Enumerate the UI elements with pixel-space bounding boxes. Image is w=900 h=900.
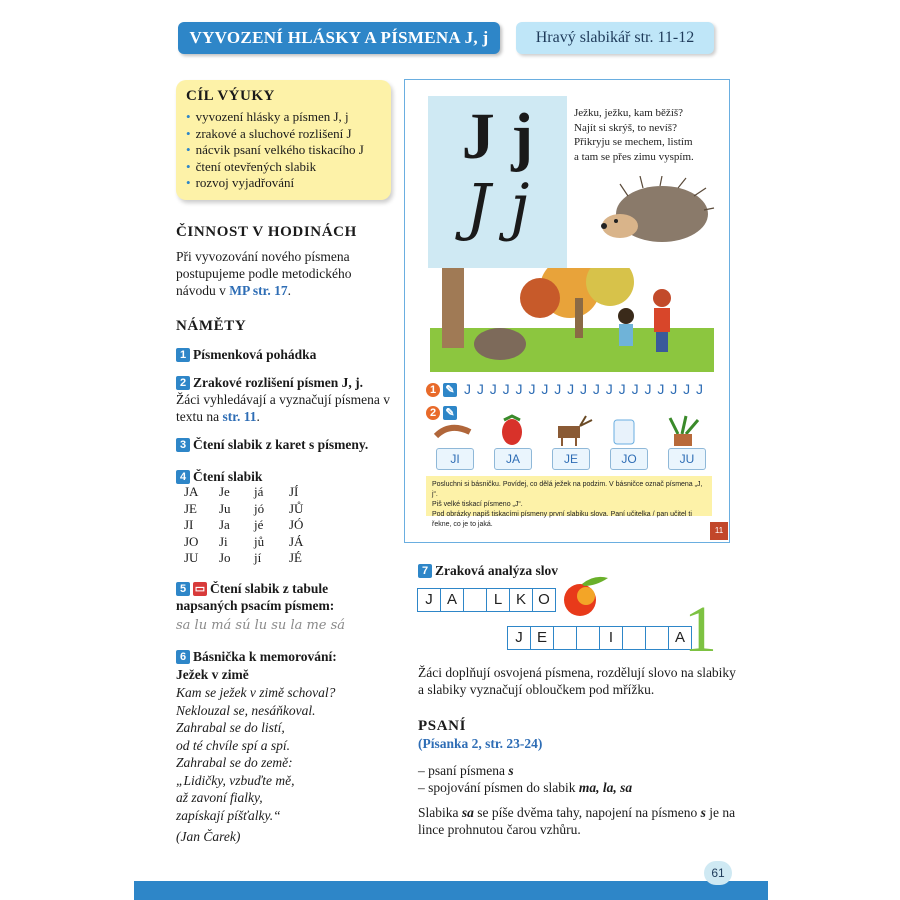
idea-1-label: Písmenková pohádka [193, 347, 317, 362]
goals-list [176, 109, 391, 192]
table-row: JO Ji jů JÁ [184, 533, 304, 549]
writing-item-2: – spojování písmen do slabik ma, la, sa [418, 780, 633, 795]
goal-item: • vyvození hlásky a písmen J, j [186, 109, 391, 126]
idea-4-label: Čtení slabik [193, 469, 263, 484]
idea-2-label: Zrakové rozlišení písmen J, j. [193, 375, 363, 390]
digit-one-decoration: 1 [684, 593, 717, 666]
idea-3 [176, 436, 368, 453]
grid-cell [463, 588, 487, 612]
number-badge: 5 [176, 582, 190, 596]
analysis-text: Žáci doplňují osvojená písmena, rozdělují slovo na slabiky a slabiky vyznačují obloučkem pod mřížku. [418, 665, 736, 697]
syllable-table [184, 484, 324, 567]
exercise-row-1 [426, 381, 704, 399]
number-badge: 7 [418, 564, 432, 578]
poem-line: od té chvíle spí a spí. [176, 737, 290, 753]
autumn-scene-illustration [430, 268, 714, 372]
idea-5-label: Čtení slabik z tabule napsaných psacím písmem: [176, 581, 335, 613]
writing-heading: PSANÍ [418, 718, 467, 734]
grid-cell [645, 626, 669, 650]
analysis-heading [418, 562, 558, 579]
page-link[interactable]: str. 11 [222, 409, 257, 424]
print-letters: J j [461, 100, 534, 173]
letter-card [428, 96, 567, 268]
riddle-line: a tam se přes zimu vyspím. [574, 150, 694, 163]
grid-cell [576, 626, 600, 650]
number-badge: 1 [426, 383, 440, 397]
syllable-box: JO [610, 448, 648, 470]
grid-cell [622, 626, 646, 650]
syllable-box: JA [494, 448, 532, 470]
writing-reference[interactable]: (Písanka 2, str. 23-24) [418, 736, 543, 751]
table-row: JE Ju jó JŮ [184, 500, 304, 516]
idea-2 [176, 374, 391, 425]
riddle-line: Najít si skrýš, to nevíš? [574, 121, 677, 134]
grid-cell: O [532, 588, 556, 612]
idea-1 [176, 346, 316, 363]
poem-line: zapískají píšťalky.“ [176, 807, 281, 823]
instruction-line: Piš velké tiskací písmeno „J“. [432, 501, 523, 508]
instruction-box [426, 476, 712, 528]
cursive-syllables: sa lu má sú lu su la me sá [176, 618, 346, 633]
table-row: JU Jo jí JÉ [184, 550, 302, 565]
grid-cell: J [417, 588, 441, 612]
poem-author: (Jan Čarek) [176, 829, 241, 844]
pencil-icon: ✎ [443, 406, 457, 420]
poem-line: Kam se ježek v zimě schoval? [176, 685, 336, 700]
poem-line: „Lidičky, vzbuďte mě, [176, 772, 295, 788]
goals-heading: CÍL VÝUKY [186, 88, 275, 104]
page-number: 61 [704, 861, 732, 885]
grid-cell: A [440, 588, 464, 612]
number-badge: 2 [176, 376, 190, 390]
riddle-line: Ježku, ježku, kam běžíš? [574, 107, 684, 119]
instruction-line: Pod obrázky napiš tiskacími písmeny první slabiku slova. Paní učitelka / pan učitel ti řekne, co je to jaká. [432, 511, 692, 528]
syllable-box: JU [668, 448, 706, 470]
instruction-line: Posluchni si básničku. Povídej, co dělá ježek na podzim. V básničce označ písmena „J, j“. [432, 481, 703, 498]
grid-cell: K [509, 588, 533, 612]
goal-item: • čtení otevřených slabik [186, 159, 391, 176]
idea-5 [176, 580, 391, 614]
grid-cell [553, 626, 577, 650]
book-page-number: 11 [710, 522, 728, 540]
number-badge: 6 [176, 650, 190, 664]
word-grid-1 [418, 588, 556, 612]
poem-line: Zahrabal se do listí, [176, 720, 285, 735]
poem-line: až zavoní fialky, [176, 790, 263, 805]
riddle-line: Přikryju se mechem, listím [574, 136, 693, 148]
ideas-heading: NÁMĚTY [176, 318, 247, 334]
poem-line: Neklouzal se, nesáňkoval. [176, 702, 316, 718]
script-letters: J j [465, 170, 530, 243]
idea-2-end: . [256, 409, 260, 424]
pencil-icon: ✎ [443, 383, 457, 397]
goal-item: • nácvik psaní velkého tiskacího J [186, 142, 391, 159]
goal-item: • zrakové a sluchové rozlišení J [186, 126, 391, 143]
writing-note: Slabika sa se píše dvěma tahy, napojení na písmeno s je na lince prohnutou čarou vzhůru. [418, 805, 736, 837]
idea-6 [176, 648, 337, 665]
poem-title: Ježek v zimě [176, 667, 249, 682]
grid-cell: J [507, 626, 531, 650]
yogurt-icon [614, 420, 634, 444]
activity-text-body: Při vyvozování nového písmena postupujeme podle metodického návodu v [176, 249, 352, 298]
deer-icon [558, 426, 580, 438]
writing-item-1: – psaní písmena s [418, 763, 514, 778]
number-badge: 1 [176, 348, 190, 362]
sausage-icon [436, 428, 470, 436]
strawberry-icon [502, 419, 522, 445]
activity-text-end: . [287, 283, 291, 298]
goal-item: • rozvoj vyjadřování [186, 175, 391, 192]
activity-heading: ČINNOST V HODINÁCH [176, 224, 357, 240]
idea-4 [176, 468, 262, 485]
grid-cell: A [668, 626, 692, 650]
textbook-reference: Hravý slabikář str. 11-12 [516, 22, 714, 54]
page-title: VYVOZENÍ HLÁSKY A PÍSMENA J, j [178, 22, 500, 54]
letter-row: J J J J J J J J J J J J J J J J J J J [464, 381, 705, 397]
grid-cell: E [530, 626, 554, 650]
syllable-box: JI [436, 448, 474, 470]
footer-bar [134, 881, 768, 900]
methodology-link[interactable]: MP str. 17 [229, 283, 288, 298]
number-badge: 2 [426, 406, 440, 420]
blackboard-icon: ▭ [194, 583, 206, 595]
idea-3-label: Čtení slabik z karet s písmeny. [193, 437, 369, 452]
number-badge: 4 [176, 470, 190, 484]
hedgehog-illustration [598, 176, 716, 248]
plant-icon [670, 416, 698, 434]
poem-line: Zahrabal se do země: [176, 755, 293, 770]
exercise-pictures [430, 414, 710, 448]
grid-cell: I [599, 626, 623, 650]
apple-icon [556, 572, 612, 618]
syllable-boxes [436, 448, 706, 470]
riddle [574, 106, 694, 164]
syllable-box: JE [552, 448, 590, 470]
grid-cell: L [486, 588, 510, 612]
word-grid-2 [508, 626, 692, 650]
table-row: JI Ja jé JÓ [184, 517, 304, 532]
analysis-heading-label: Zraková analýza slov [435, 563, 559, 578]
activity-text [176, 248, 376, 299]
number-badge: 3 [176, 438, 190, 452]
idea-6-label: Básnička k memorování: [193, 649, 337, 664]
poem [176, 684, 335, 846]
idea-2-text: Žáci vyhledávají a vyznačují písmena v textu na [176, 392, 391, 424]
table-row: JA Je já JÍ [184, 484, 299, 499]
learning-goals-box [176, 80, 391, 200]
